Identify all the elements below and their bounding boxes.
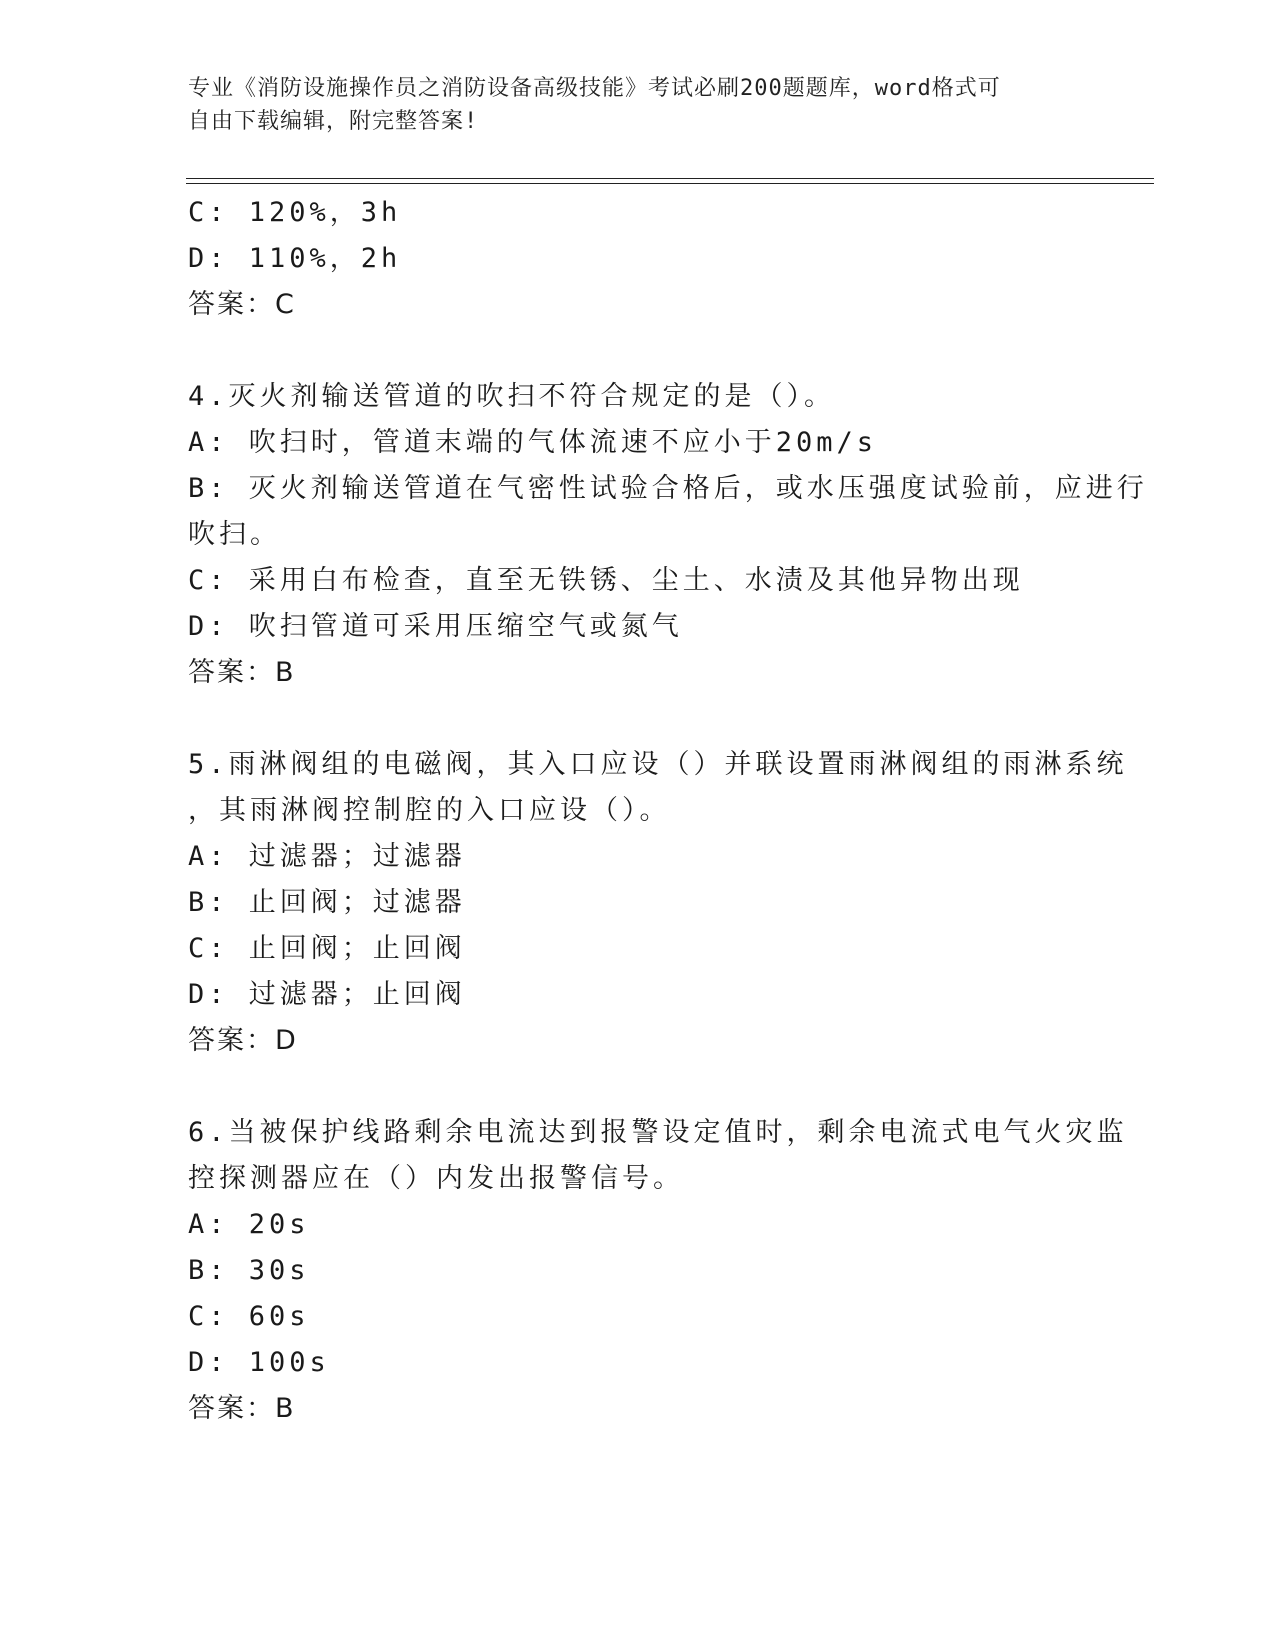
option-d: D: 过滤器；止回阀 bbox=[188, 979, 466, 1010]
answer-label: 答案：B bbox=[188, 657, 296, 688]
question-5 bbox=[188, 742, 1128, 1064]
answer-label: 答案：B bbox=[188, 1393, 296, 1424]
question-4 bbox=[188, 374, 1148, 696]
option-c: C: 60s bbox=[188, 1301, 310, 1332]
question-6 bbox=[188, 1110, 1128, 1432]
question-stem: 6.当被保护线路剩余电流达到报警设定值时，剩余电流式电气火灾监 bbox=[188, 1117, 1128, 1148]
spacer bbox=[188, 1064, 1088, 1110]
option-b: B: 灭火剂输送管道在气密性试验合格后，或水压强度试验前，应进行 bbox=[188, 473, 1148, 504]
option-a: A: 过滤器；过滤器 bbox=[188, 841, 466, 872]
document-body bbox=[188, 190, 1148, 1432]
option-a: A: 吹扫时，管道末端的气体流速不应小于20m/s bbox=[188, 427, 878, 458]
question-stem-continued: 控探测器应在（）内发出报警信号。 bbox=[188, 1163, 684, 1194]
header-rule-bottom bbox=[186, 183, 1154, 184]
page-header bbox=[188, 72, 1088, 138]
option-d: D: 吹扫管道可采用压缩空气或氮气 bbox=[188, 611, 683, 642]
answer-label: 答案：D bbox=[188, 1025, 298, 1056]
option-b: B: 30s bbox=[188, 1255, 310, 1286]
spacer bbox=[188, 696, 1088, 742]
question-stem: 5.雨淋阀组的电磁阀，其入口应设（）并联设置雨淋阀组的雨淋系统 bbox=[188, 749, 1128, 780]
spacer bbox=[188, 328, 1088, 374]
option-c: C: 120%，3h bbox=[188, 197, 402, 228]
option-b-continued: 吹扫。 bbox=[188, 519, 281, 550]
option-d: D: 100s bbox=[188, 1347, 330, 1378]
header-line-1: 专业《消防设施操作员之消防设备高级技能》考试必刷200题题库，word格式可 bbox=[188, 76, 1001, 101]
question-3-tail bbox=[188, 190, 1088, 328]
option-a: A: 20s bbox=[188, 1209, 310, 1240]
question-stem: 4.灭火剂输送管道的吹扫不符合规定的是（）。 bbox=[188, 381, 836, 412]
header-rule-top bbox=[186, 178, 1154, 179]
option-b: B: 止回阀；过滤器 bbox=[188, 887, 466, 918]
answer-label: 答案：C bbox=[188, 289, 296, 320]
option-c: C: 止回阀；止回阀 bbox=[188, 933, 466, 964]
option-c: C: 采用白布检查，直至无铁锈、尘土、水渍及其他异物出现 bbox=[188, 565, 1024, 596]
header-line-2: 自由下载编辑，附完整答案! bbox=[188, 109, 479, 134]
option-d: D: 110%，2h bbox=[188, 243, 402, 274]
question-stem-continued: ，其雨淋阀控制腔的入口应设（）。 bbox=[188, 795, 671, 826]
